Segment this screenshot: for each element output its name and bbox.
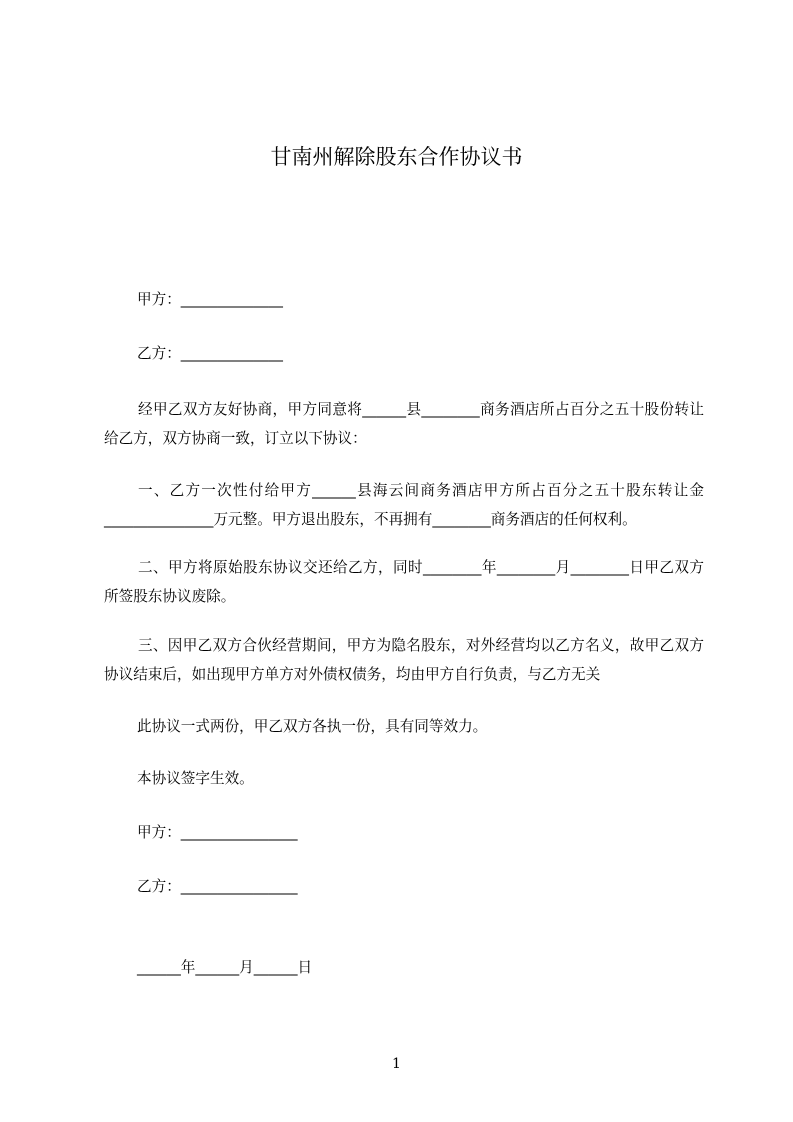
page-number: 1: [392, 1056, 401, 1072]
clause-1-paragraph: 一、乙方一次性付给甲方______县海云间商务酒店甲方所占百分之五十股东转让金_______________万元整。甲方退出股东，不再拥有________商务酒店的任何权利。: [104, 482, 704, 528]
party-a-header: 甲方：______________: [137, 291, 283, 308]
clause-2-paragraph: 二、甲方将原始股东协议交还给乙方，同时________年________月________日甲乙双方所签股东协议废除。: [104, 559, 704, 605]
party-a-signature: 甲方：________________: [137, 824, 298, 841]
date-line: ______年______月______日: [137, 959, 313, 976]
document-title: 甘南州解除股东合作协议书: [270, 145, 523, 169]
party-b-signature: 乙方：________________: [137, 878, 298, 895]
effective-statement: 本协议签字生效。: [137, 770, 254, 787]
intro-paragraph: 经甲乙双方友好协商，甲方同意将______县________商务酒店所占百分之五十股份转让给乙方，双方协商一致，订立以下协议：: [104, 401, 704, 447]
copies-statement: 此协议一式两份，甲乙双方各执一份，具有同等效力。: [137, 718, 488, 735]
clause-3-paragraph: 三、因甲乙双方合伙经营期间，甲方为隐名股东，对外经营均以乙方名义，故甲乙双方协议结束后，如出现甲方单方对外债权债务，均由甲方自行负责，与乙方无关: [104, 637, 704, 683]
party-b-header: 乙方：______________: [137, 345, 283, 362]
